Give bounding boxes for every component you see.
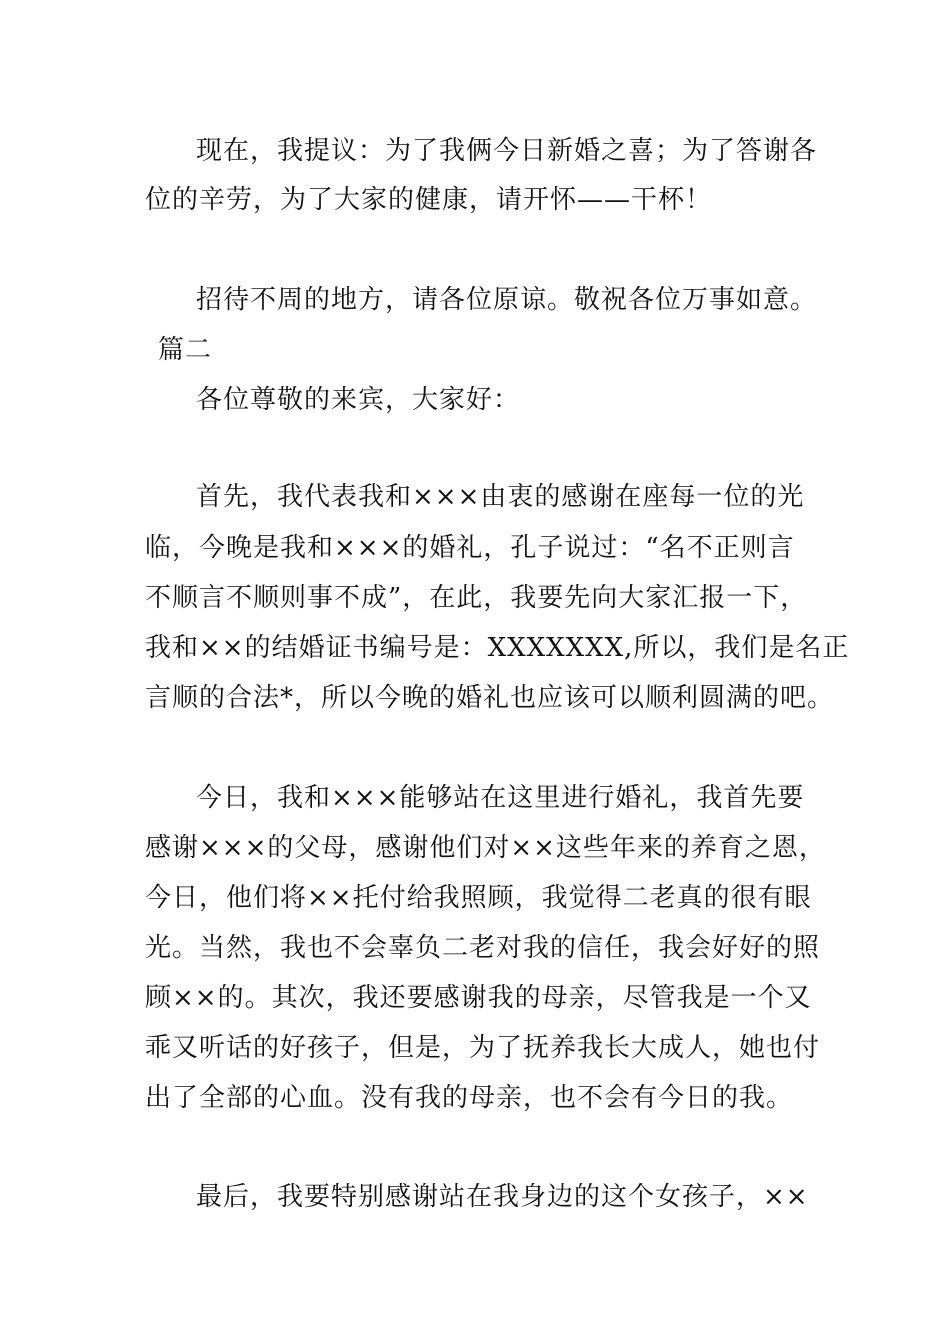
text-line: 不顺言不顺则事不成”，在此，我要先向大家汇报一下， [145,583,808,613]
text-line: 最后，我要特别感谢站在我身边的这个女孩子，×× [196,1182,809,1212]
text-line: 乖又听话的好孩子，但是，为了抚养我长大成人，她也付 [145,1033,821,1063]
text-line: 今日，他们将××托付给我照顾，我觉得二老真的很有眼 [145,883,812,913]
text-line: 位的辛劳，为了大家的健康，请开怀——干杯！ [145,185,713,215]
text-line: 今日，我和×××能够站在这里进行婚礼，我首先要 [196,783,805,813]
text-line: 出了全部的心血。没有我的母亲，也不会有今日的我。 [145,1083,794,1113]
text-line: 顾××的。其次，我还要感谢我的母亲，尽管我是一个又 [145,983,812,1013]
text-line: 临，今晚是我和×××的婚礼，孔子说过：“名不正则言 [145,533,795,563]
section-heading: 篇二 [158,335,213,365]
text-line: 首先，我代表我和×××由衷的感谢在座每一位的光 [196,482,805,512]
text-line: 现在，我提议：为了我俩今日新婚之喜；为了答谢各 [196,136,818,166]
text-line: 光。当然，我也不会辜负二老对我的信任，我会好好的照 [145,933,821,963]
text-line: 感谢×××的父母，感谢他们对××这些年来的养育之恩， [145,833,826,863]
text-line: 招待不周的地方，请各位原谅。敬祝各位万事如意。 [196,285,818,315]
greeting-line: 各位尊敬的来宾，大家好： [196,385,521,415]
text-line: 言顺的合法*，所以今晚的婚礼也应该可以顺利圆满的吧。 [145,683,835,713]
text-line: 我和××的结婚证书编号是：XXXXXXX,所以，我们是名正 [145,633,850,663]
